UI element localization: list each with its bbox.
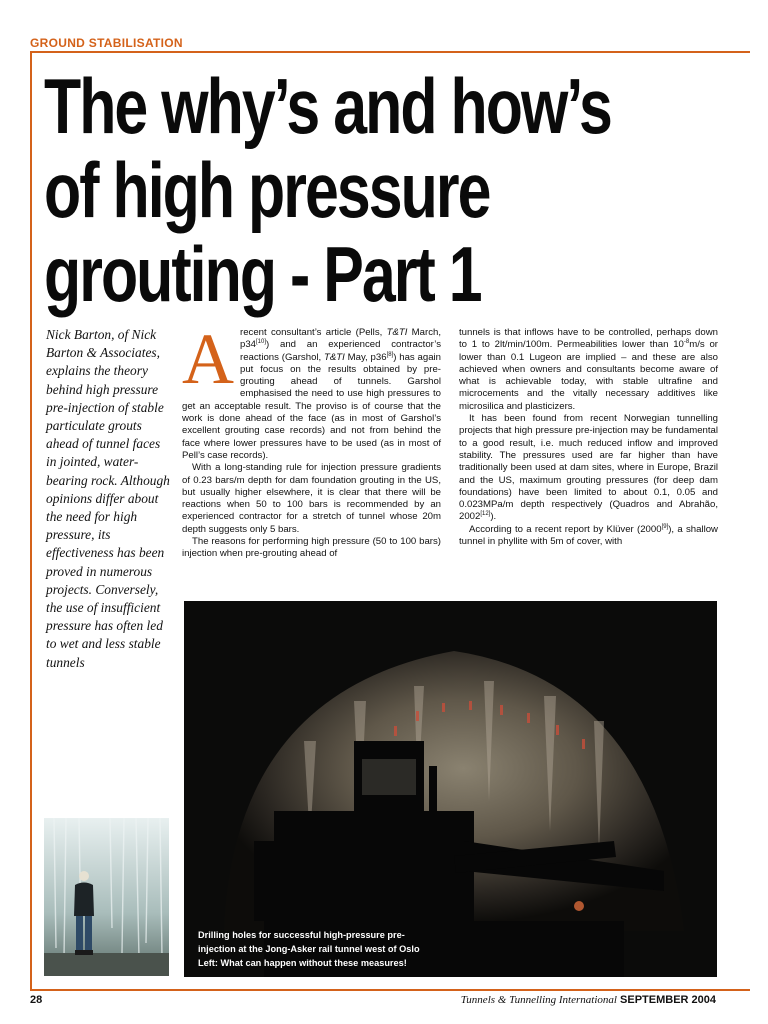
text-run: ). xyxy=(490,511,497,523)
text-run: m/s or lower than 0.1 Lugeon are implied – and these are also achieved when owners and consultants become aware of what is achievable today, with stable ultrafine and microcements and the vitally necessary additives like microsilica and plasticizers. xyxy=(459,339,718,412)
paragraph xyxy=(459,413,718,524)
standfirst: Nick Barton, of Nick Barton & Associates, explains the theory behind high pressure pre-injection of stable particulate grouts ahead of tunnel faces in jointed, water-bearing rock. Although opinions differ about the need for high pressure, its effectiveness has been proved in numerous projects. Conversely, the use of insufficient pressure has often led to wet and less stable tunnels xyxy=(46,327,170,670)
text-run: It has been found from recent Norwegian tunnelling projects that high pressure pre-injection may be fundamental to a good result, i.e. much reduced inflow and improved stability. The pressures used are far higher than have traditionally been used at dam sites, where in Europe, Brazil and the US, maximum grouting pressures (for deep dam foundations) have been limited to about 0.1, 0.05 and 0.023MPa/m depth respectively (Quadros and Abrahão, 2002 xyxy=(459,413,718,523)
text-run: March, p34 xyxy=(240,327,441,351)
waterfall-tunnel-photo xyxy=(44,818,169,976)
drilling-rig-illustration xyxy=(184,601,717,977)
text-run: May, p36 xyxy=(344,351,387,363)
text-run: According to a recent report by Klüver (2000 xyxy=(469,523,662,535)
exponent: -8 xyxy=(683,339,690,346)
caption-line-1: Drilling holes for successful high-pressure pre- xyxy=(198,930,405,940)
issue-date: SEPTEMBER 2004 xyxy=(620,994,716,1006)
drop-cap: A xyxy=(182,319,234,399)
body-column-2 xyxy=(459,327,718,548)
tunnel-drilling-photo xyxy=(184,601,717,977)
reference-marker: [12] xyxy=(480,511,491,518)
bottom-rule xyxy=(30,989,750,991)
headline-line-1: The why’s and how’s xyxy=(44,62,611,150)
left-rule xyxy=(30,51,32,991)
section-label: GROUND STABILISATION xyxy=(30,36,183,50)
paragraph: The reasons for performing high pressure (50 to 100 bars) injection when pre-grouting ahead of xyxy=(182,536,441,560)
article-headline xyxy=(44,62,611,318)
text-run: recent consultant’s article (Pells, xyxy=(240,327,387,338)
reference-marker: [8] xyxy=(386,351,394,358)
text-run: ), a shallow tunnel in phyllite with 5m of cover, with xyxy=(459,523,718,548)
text-run: ) has again put focus on the results obtained by pre-grouting ahead of tunnels. Garshol emphasised the need to use high pressures to get an acceptable result. The proviso is of course that the work is done ahead of the face (as in most of Garshol’s excellent grouting case records) and not from behind the face where lower pressures have to be used (as in most of Pell’s case records). xyxy=(182,351,442,461)
paragraph: With a long-standing rule for injection pressure gradients of 0.23 bars/m depth for dam foundation grouting in the US, but usually higher elsewhere, it is clear that there will be reactions when 50 to 100 bars is recommended by an experienced contractor for a stretch of tunnel whose 20m depth suggests only 5 bars. xyxy=(182,462,441,535)
footer-publication xyxy=(461,994,716,1006)
reference-marker: [9] xyxy=(661,523,669,530)
top-rule xyxy=(30,51,750,53)
caption-line-3: Left: What can happen without these measures! xyxy=(198,958,407,968)
text-run: tunnels is that inflows have to be controlled, perhaps down to 1 to 2lt/min/100m. Permeabilities lower than 10 xyxy=(459,327,718,351)
publication-name: Tunnels & Tunnelling International xyxy=(460,994,617,1006)
paragraph xyxy=(459,327,718,413)
headline-line-2: of high pressure xyxy=(44,146,490,234)
journal-abbrev: T&TI xyxy=(386,327,408,338)
paragraph xyxy=(459,524,718,549)
reference-marker: [10] xyxy=(256,339,267,346)
caption-line-2: injection at the Jong-Asker rail tunnel west of Oslo xyxy=(198,944,420,954)
body-column-1 xyxy=(182,319,442,561)
waterfall-illustration xyxy=(44,818,169,976)
page-number: 28 xyxy=(30,994,43,1006)
journal-abbrev: T&TI xyxy=(324,351,345,363)
photo-caption xyxy=(198,928,458,970)
headline-line-3: grouting - Part 1 xyxy=(44,230,481,318)
text-run: ) and an experienced contractor’s reactions (Garshol, xyxy=(240,339,441,363)
paragraph xyxy=(182,319,442,462)
